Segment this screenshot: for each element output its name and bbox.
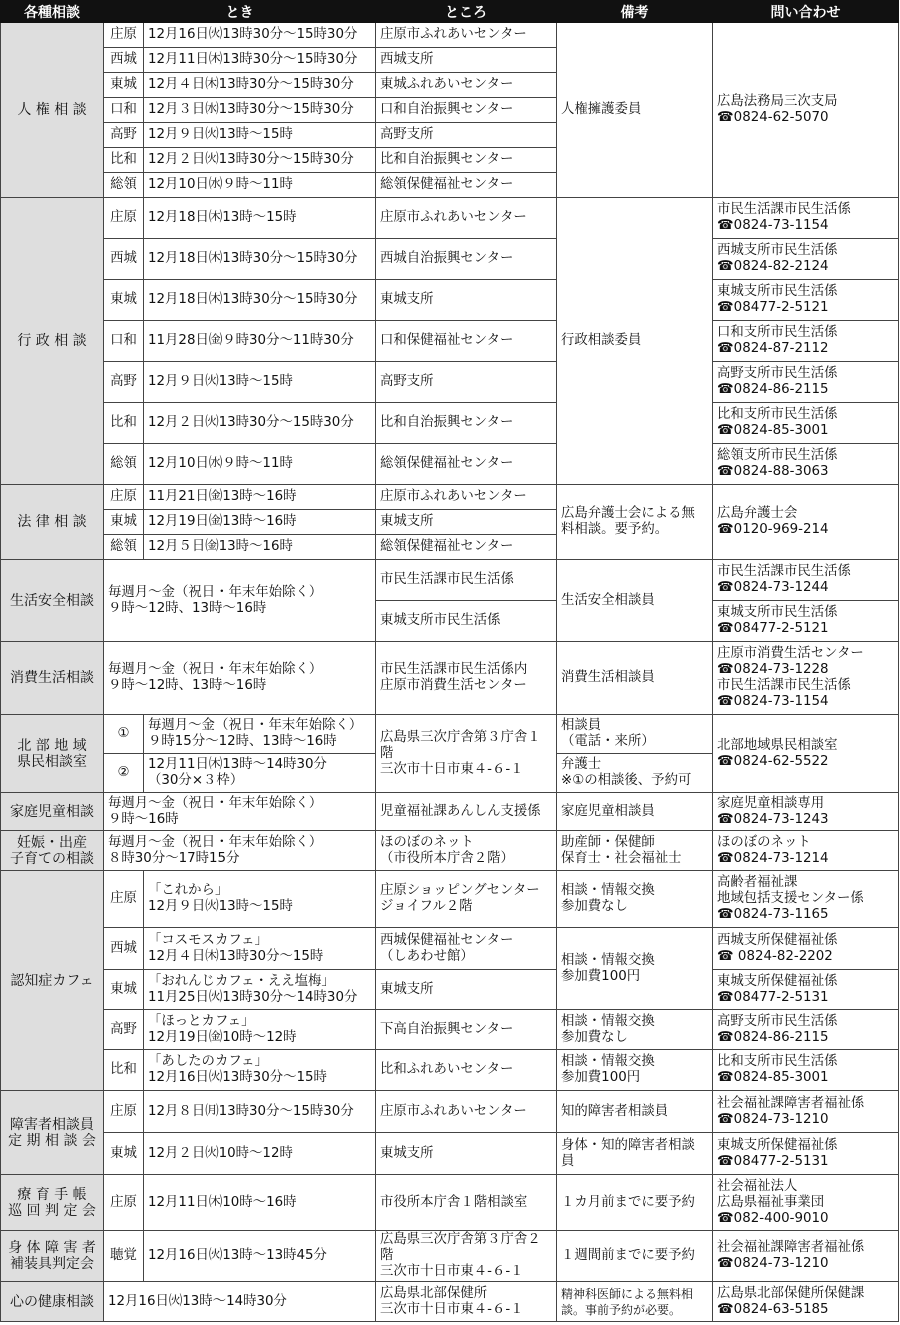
time-cell: 12月11日㈭10時～16時 — [144, 1175, 376, 1231]
time-cell: 12月19日㈮13時～16時 — [144, 510, 376, 535]
place-cell: 高野支所 — [376, 123, 557, 148]
time-cell: 毎週月～金（祝日・年末年始除く） ９時15分～12時、13時～16時 — [144, 715, 376, 754]
category-label: 法 律 相 談 — [1, 485, 104, 560]
contact-cell: 西城支所保健福祉係 ☎ 0824-82-2202 — [713, 928, 899, 970]
place-cell: 総領保健福祉センター — [376, 535, 557, 560]
place-cell: ほのぼのネット （市役所本庁舎２階） — [376, 831, 557, 871]
note-cell: 弁護士 ※①の相談後、予約可 — [557, 754, 713, 793]
table-row — [1, 831, 899, 871]
time-cell: 「あしたのカフェ」 12月16日㈫13時30分～15時 — [144, 1050, 376, 1091]
contact-cell: 広島法務局三次支局 ☎0824-62-5070 — [713, 23, 899, 198]
place-cell: 庄原市ふれあいセンター — [376, 198, 557, 239]
contact-cell: 市民生活課市民生活係 ☎0824-73-1154 — [713, 198, 899, 239]
table-row — [1, 1050, 899, 1091]
time-cell: 12月16日㈫13時～13時45分 — [144, 1231, 376, 1282]
place-cell: 市民生活課市民生活係 — [376, 560, 557, 601]
table-row — [1, 1231, 899, 1282]
contact-cell: 高齢者福祉課 地域包括支援センター係 ☎0824-73-1165 — [713, 871, 899, 928]
table-row — [1, 871, 899, 928]
note-cell: 精神科医師による無料相談。事前予約が必要。 — [557, 1282, 713, 1322]
contact-cell: 比和支所市民生活係 ☎0824-85-3001 — [713, 403, 899, 444]
time-cell: 12月16日㈫13時30分～15時30分 — [144, 23, 376, 48]
contact-cell: 口和支所市民生活係 ☎0824-87-2112 — [713, 321, 899, 362]
category-label: 障害者相談員 定 期 相 談 会 — [1, 1091, 104, 1175]
category-label: 北 部 地 域 県民相談室 — [1, 715, 104, 793]
note-cell: 相談・情報交換 参加費100円 — [557, 928, 713, 1010]
time-cell: 12月18日㈭13時30分～15時30分 — [144, 280, 376, 321]
contact-cell: 社会福祉課障害者福祉係 ☎0824-73-1210 — [713, 1091, 899, 1133]
place-cell: 東城支所市民生活係 — [376, 601, 557, 642]
contact-cell: 社会福祉法人 広島県福祉事業団 ☎082-400-9010 — [713, 1175, 899, 1231]
area-cell: 聴覚 — [104, 1231, 144, 1282]
place-cell: 広島県三次庁舎第３庁舎２階 三次市十日市東４-６-１ — [376, 1231, 557, 1282]
table-row — [1, 642, 899, 715]
area-cell: 総領 — [104, 535, 144, 560]
note-cell: 相談・情報交換 参加費なし — [557, 871, 713, 928]
place-cell: 口和保健福祉センター — [376, 321, 557, 362]
place-cell: 東城ふれあいセンター — [376, 73, 557, 98]
contact-cell: 高野支所市民生活係 ☎0824-86-2115 — [713, 362, 899, 403]
table-row — [1, 444, 899, 485]
contact-cell: 北部地域県民相談室 ☎0824-62-5522 — [713, 715, 899, 793]
category-label: 消費生活相談 — [1, 642, 104, 715]
table-row — [1, 198, 899, 239]
time-cell: 12月８日㈪13時30分～15時30分 — [144, 1091, 376, 1133]
place-cell: 総領保健福祉センター — [376, 173, 557, 198]
area-cell: 東城 — [104, 1133, 144, 1175]
place-cell: 庄原市ふれあいセンター — [376, 485, 557, 510]
place-cell: 下高自治振興センター — [376, 1010, 557, 1050]
area-cell: 東城 — [104, 73, 144, 98]
table-row — [1, 1010, 899, 1050]
note-cell: １カ月前までに要予約 — [557, 1175, 713, 1231]
area-cell: 総領 — [104, 444, 144, 485]
contact-cell: 東城支所市民生活係 ☎08477-2-5121 — [713, 280, 899, 321]
category-label: 生活安全相談 — [1, 560, 104, 642]
note-cell: 相談・情報交換 参加費100円 — [557, 1050, 713, 1091]
time-cell: 12月５日㈮13時～16時 — [144, 535, 376, 560]
time-cell: 12月９日㈫13時～15時 — [144, 123, 376, 148]
area-cell: 西城 — [104, 239, 144, 280]
note-cell: １週間前までに要予約 — [557, 1231, 713, 1282]
place-cell: 口和自治振興センター — [376, 98, 557, 123]
table-row — [1, 321, 899, 362]
place-cell: 西城保健福祉センター （しあわせ館） — [376, 928, 557, 970]
place-cell: 市民生活課市民生活係内 庄原市消費生活センター — [376, 642, 557, 715]
category-label: 認知症カフェ — [1, 871, 104, 1091]
note-cell: 生活安全相談員 — [557, 560, 713, 642]
category-label: 心の健康相談 — [1, 1282, 104, 1322]
area-cell: 口和 — [104, 321, 144, 362]
category-label: 家庭児童相談 — [1, 793, 104, 831]
table-row — [1, 23, 899, 48]
time-cell: 12月18日㈭13時30分～15時30分 — [144, 239, 376, 280]
time-cell: 11月21日㈮13時～16時 — [144, 485, 376, 510]
area-cell: 比和 — [104, 1050, 144, 1091]
contact-cell: 社会福祉課障害者福祉係 ☎0824-73-1210 — [713, 1231, 899, 1282]
note-cell: 相談・情報交換 参加費なし — [557, 1010, 713, 1050]
table-row — [1, 280, 899, 321]
place-cell: 比和自治振興センター — [376, 403, 557, 444]
area-cell: 高野 — [104, 362, 144, 403]
area-cell: 庄原 — [104, 1091, 144, 1133]
table-row — [1, 560, 899, 601]
note-cell: 広島弁護士会による無料相談。要予約。 — [557, 485, 713, 560]
place-cell: 東城支所 — [376, 970, 557, 1010]
header-place: ところ — [376, 1, 557, 23]
time-cell: 12月２日㈫13時30分～15時30分 — [144, 403, 376, 444]
time-cell: 12月９日㈫13時～15時 — [144, 362, 376, 403]
table-row — [1, 1133, 899, 1175]
table-row — [1, 403, 899, 444]
table-row — [1, 1175, 899, 1231]
contact-cell: 東城支所市民生活係 ☎08477-2-5121 — [713, 601, 899, 642]
place-cell: 総領保健福祉センター — [376, 444, 557, 485]
area-cell: 西城 — [104, 48, 144, 73]
note-cell: 消費生活相談員 — [557, 642, 713, 715]
note-cell: 家庭児童相談員 — [557, 793, 713, 831]
area-cell: 比和 — [104, 403, 144, 444]
place-cell: 広島県北部保健所 三次市十日市東４-６-１ — [376, 1282, 557, 1322]
table-row — [1, 715, 899, 754]
category-label: 妊娠・出産 子育ての相談 — [1, 831, 104, 871]
time-cell: 12月18日㈭13時～15時 — [144, 198, 376, 239]
place-cell: 庄原市ふれあいセンター — [376, 23, 557, 48]
time-cell: 12月11日㈭13時30分～15時30分 — [144, 48, 376, 73]
area-cell: 庄原 — [104, 871, 144, 928]
contact-cell: 広島県北部保健所保健課 ☎0824-63-5185 — [713, 1282, 899, 1322]
place-cell: 西城自治振興センター — [376, 239, 557, 280]
area-cell: 総領 — [104, 173, 144, 198]
place-cell: 比和自治振興センター — [376, 148, 557, 173]
area-cell: 庄原 — [104, 23, 144, 48]
header-note: 備考 — [557, 1, 713, 23]
place-cell: 庄原ショッピングセンタージョイフル２階 — [376, 871, 557, 928]
table-row — [1, 793, 899, 831]
contact-cell: 比和支所市民生活係 ☎0824-85-3001 — [713, 1050, 899, 1091]
place-cell: 東城支所 — [376, 280, 557, 321]
place-cell: 西城支所 — [376, 48, 557, 73]
area-cell: 東城 — [104, 510, 144, 535]
place-cell: 広島県三次庁舎第３庁舎１階 三次市十日市東４-６-１ — [376, 715, 557, 793]
contact-cell: 市民生活課市民生活係 ☎0824-73-1244 — [713, 560, 899, 601]
area-cell: 高野 — [104, 1010, 144, 1050]
time-cell: 12月４日㈭13時30分～15時30分 — [144, 73, 376, 98]
place-cell: 市役所本庁舎１階相談室 — [376, 1175, 557, 1231]
time-cell: 12月２日㈫13時30分～15時30分 — [144, 148, 376, 173]
area-cell: 高野 — [104, 123, 144, 148]
table-row — [1, 1091, 899, 1133]
category-label: 療 育 手 帳 巡 回 判 定 会 — [1, 1175, 104, 1231]
contact-cell: 東城支所保健福祉係 ☎08477-2-5131 — [713, 970, 899, 1010]
time-cell: 「おれんじカフェ・ええ塩梅」 11月25日㈫13時30分～14時30分 — [144, 970, 376, 1010]
table-row — [1, 1282, 899, 1322]
table-row — [1, 239, 899, 280]
area-cell: 西城 — [104, 928, 144, 970]
area-cell: 口和 — [104, 98, 144, 123]
category-label: 人 権 相 談 — [1, 23, 104, 198]
note-cell: 相談員 （電話・来所） — [557, 715, 713, 754]
note-cell: 助産師・保健師 保育士・社会福祉士 — [557, 831, 713, 871]
time-cell: 12月10日㈬９時～11時 — [144, 444, 376, 485]
area-cell: 庄原 — [104, 1175, 144, 1231]
contact-cell: 東城支所保健福祉係 ☎08477-2-5131 — [713, 1133, 899, 1175]
contact-cell: ほのぼのネット ☎0824-73-1214 — [713, 831, 899, 871]
time-cell: 11月28日㈮９時30分～11時30分 — [144, 321, 376, 362]
note-cell: 知的障害者相談員 — [557, 1091, 713, 1133]
time-cell: 「コスモスカフェ」 12月４日㈭13時30分～15時 — [144, 928, 376, 970]
header-contact: 問い合わせ — [713, 1, 899, 23]
category-label: 行 政 相 談 — [1, 198, 104, 485]
contact-cell: 高野支所市民生活係 ☎0824-86-2115 — [713, 1010, 899, 1050]
time-cell: 毎週月～金（祝日・年末年始除く） ８時30分～17時15分 — [104, 831, 376, 871]
place-cell: 東城支所 — [376, 510, 557, 535]
time-cell: 12月３日㈬13時30分～15時30分 — [144, 98, 376, 123]
table-row — [1, 928, 899, 970]
time-cell: 毎週月～金（祝日・年末年始除く） ９時～12時、13時～16時 — [104, 560, 376, 642]
table-header — [1, 1, 899, 23]
contact-cell: 庄原市消費生活センター ☎0824-73-1228 市民生活課市民生活係 ☎0824-73-1154 — [713, 642, 899, 715]
time-cell: 12月16日㈫13時～14時30分 — [104, 1282, 376, 1322]
header-category: 各種相談 — [1, 1, 104, 23]
time-cell: 毎週月～金（祝日・年末年始除く） ９時～16時 — [104, 793, 376, 831]
time-cell: 12月11日㈭13時～14時30分 （30分×３枠） — [144, 754, 376, 793]
place-cell: 庄原市ふれあいセンター — [376, 1091, 557, 1133]
place-cell: 児童福祉課あんしん支援係 — [376, 793, 557, 831]
time-cell: 「これから」 12月９日㈫13時～15時 — [144, 871, 376, 928]
table-row — [1, 970, 899, 1010]
time-cell: 12月10日㈬９時～11時 — [144, 173, 376, 198]
note-cell: 行政相談委員 — [557, 198, 713, 485]
area-cell: 比和 — [104, 148, 144, 173]
area-cell: 東城 — [104, 280, 144, 321]
note-cell: 身体・知的障害者相談員 — [557, 1133, 713, 1175]
place-cell: 比和ふれあいセンター — [376, 1050, 557, 1091]
contact-cell: 西城支所市民生活係 ☎0824-82-2124 — [713, 239, 899, 280]
table-row — [1, 362, 899, 403]
item-number: ② — [104, 754, 144, 793]
time-cell: 12月２日㈫10時～12時 — [144, 1133, 376, 1175]
category-label: 身 体 障 害 者 補装具判定会 — [1, 1231, 104, 1282]
place-cell: 東城支所 — [376, 1133, 557, 1175]
contact-cell: 家庭児童相談専用 ☎0824-73-1243 — [713, 793, 899, 831]
item-number: ① — [104, 715, 144, 754]
time-cell: 「ほっとカフェ」 12月19日㈮10時～12時 — [144, 1010, 376, 1050]
area-cell: 東城 — [104, 970, 144, 1010]
contact-cell: 総領支所市民生活係 ☎0824-88-3063 — [713, 444, 899, 485]
contact-cell: 広島弁護士会 ☎0120-969-214 — [713, 485, 899, 560]
area-cell: 庄原 — [104, 198, 144, 239]
note-cell: 人権擁護委員 — [557, 23, 713, 198]
time-cell: 毎週月～金（祝日・年末年始除く） ９時～12時、13時～16時 — [104, 642, 376, 715]
table-row — [1, 485, 899, 510]
place-cell: 高野支所 — [376, 362, 557, 403]
header-time: とき — [104, 1, 376, 23]
area-cell: 庄原 — [104, 485, 144, 510]
